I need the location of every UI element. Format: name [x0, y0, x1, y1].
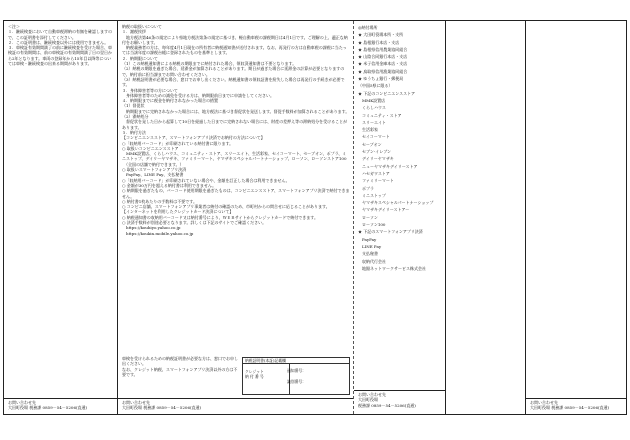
payment-place-item: ★ 大田町役場本所・支所 [358, 32, 404, 38]
contact-info: お問い合わせ先 大田町役場 税務課 0859－54－5206(直通) [4, 398, 117, 414]
contact-info: お問い合わせ先 大田町役場 税務課 0859－54－5206(直通) [118, 398, 353, 414]
certificate-box-title: 納税証明書(本証)記載欄 [243, 358, 349, 364]
payment-place-item: ★ ゆうちょ銀行・郵便局 [358, 76, 404, 82]
blank-column [446, 21, 526, 414]
payment-place-item: スリーエイト [358, 119, 386, 125]
payment-place-item: セーブオン [358, 141, 382, 147]
payment-place-item: 生活彩家 [358, 127, 378, 133]
payment-place-item: ★ 山陰合同銀行本店・支店 [358, 54, 408, 60]
payment-place-item: ハセガワストア [358, 170, 390, 176]
payment-place-item: ★ 下記のコンビニエンスストア [358, 90, 416, 96]
note-2: ２．この証明書は、継続検査以外には使用できません。 [8, 39, 109, 45]
notice-number-label: 通知番号： [287, 368, 306, 373]
payment-place-item: ヤマザキデイリーストアー [358, 207, 410, 213]
certificate-note: 車検を受けられるための納税証明書が必要な方は、窓口でお申し出ください。 なお、クレジット納税、スマートフォンアプリ決済以外の方は不要です。 [122, 356, 238, 377]
payment-place-item: 地銀ネットワークサービス株式会社 [358, 265, 426, 271]
payment-place-item: 収納代行会社 [358, 258, 386, 264]
payment-place-item: ファミリーマート [358, 178, 394, 184]
payment-place-item: ★ 島根県信用農業協同組合 [358, 46, 408, 52]
payment-place-item: MMK設置店 [358, 97, 386, 103]
payment-place-item: PayPay [358, 236, 377, 242]
payment-places-column [354, 21, 446, 414]
payment-places-heading: ◎納付場所 [358, 25, 378, 30]
contact-info: お問い合わせ先 大田町役場 税務課 0859－54－5206(直通) [354, 390, 445, 414]
notes-column [4, 21, 118, 414]
payment-place-item: ★ 島根銀行本店・支店 [358, 39, 400, 45]
credit-payment-number-label: クレジット 納 付 番 号 [243, 364, 290, 394]
payment-place-item: ニューヤマザキデイリーストア [358, 163, 418, 169]
note-1: １．継続検査において自動車税滞納の有無を確認しますので、この証明書を添付してください。 [8, 29, 112, 40]
certificate-box [242, 357, 350, 395]
tax-notice-back-page [3, 20, 627, 415]
payment-place-item: ポプラ [358, 185, 374, 191]
payment-place-item: （中国5県に限る） [358, 83, 393, 89]
payment-place-item: セブン-イレブン [358, 149, 392, 155]
contact-info: お問い合わせ先 大田町役場 税務課 0859－54－5206(直通) [526, 398, 626, 414]
payment-place-item: くらしハウス [358, 105, 386, 111]
payment-place-item: 支払秘書 [358, 251, 378, 257]
payment-place-item: ★ 下記のスマートフォンアプリ決済 [358, 229, 423, 235]
payment-place-item: ミニストップ [358, 192, 386, 198]
notes-heading: ＜注＞ [8, 24, 20, 29]
right-column [526, 21, 626, 414]
payment-place-item: ★ 鳥取県信用漁業協同組合 [358, 68, 408, 74]
note-3: ３．車検証有効期間満了の前に継続検査を受けた場合、車検証の有効期間は、前の車検証の有効期間満了日の翌日から2年となります。車両の登録年から15年目以降等については車検・継続検査の出来る期間があります。 [8, 45, 112, 67]
identification-number-label: 識別番号： [287, 379, 306, 384]
payment-place-item: ローソン [358, 214, 378, 220]
payment-place-item: セイコーマート [358, 134, 390, 140]
payment-place-item: ヤマザキスペシャルパートナーショップ [358, 200, 434, 206]
payment-place-item: ローソン100 [358, 222, 386, 228]
instructions-column [118, 21, 354, 414]
payment-place-item: コミュニティ・ストア [358, 112, 402, 118]
payment-place-item: ★ 米子信用金庫本店・支店 [358, 61, 408, 67]
payment-place-item: LINE Pay [358, 243, 382, 249]
payment-place-item: デイリーヤマザキ [358, 156, 394, 162]
instructions-body: 納税の取扱いについて １．謝税挨拶 地方税法第46条の規定により県地方税法第条の規定に基づき、軽自動車税の課税期日は4月1日です。ご理解の上、適正な納付をお願いします。 納税義務者の方は、毎年度4月1日現在の所有者に納税通知書が送付されます。なお、再発行の方は自動車税の課税に当たっては当該年度の課税台帳に登録されたものを基準とします。 ２．納期限について （1）この納税通知書による納税の期限までに納付された場合、領収済通知書は不要となります。 （2）納税の期限を過ぎた場合、延滞金が加算されることがあります。期日が過ぎた場合に延滞金の計算が必要となりますので、納付前に担当課までお問い合わせください。 （3）納税証明書が必要な場合、窓口でお申し出ください。納税通知書の領収証書を紛失した場合は再発行の手続きが必要です。 ３．身体障害者等の方について 身体障害者等のための減免を受ける方は、納期限前日までに申請をしてください。 ４．納期限までに税金を納付されなかった場合の措置 （1）督促状 納期限までに完納されなかった場合には、地方税法に基づき督促状を発送します。督促手数料が加算されることがあります。 （2）滞納処分 督促状を発した日から起算して10日を経過した日までに完納されない場合には、財産の差押え等の滞納処分を受けることがあります。 ５．納付方法 【コンビニエンスストア、スマートフォンアプリ決済でお納付の方法について】 ○「収納用バーコード」が印刷されている納付書に限ります。 ○ 取扱いコンビニエンスストア MMK設置店、くらしハウス、コミュニティ・ストア、スリーエイト、生活彩家、セイコーマート、セーブオン、ポプラ、ミニストップ、デイリーヤマザキ、ファミリーマート、ヤマザキスペシャルパートナーショップ、ローソン、ローソンストア100 （全国の店舗で納付できます。） ○ 取扱いスマートフォンアプリ決済 PayPay、LINE Pay、支払秘書 ○「収納用バーコード」が印刷されていない場合や、金額を訂正した場合は利用できません。 ○ 金額が30万円を超える納付書は利用できません。 ○ 納期限を過ぎたもの、バーコード使用期限を過ぎたものは、コンビニエンスストア、スマートフォンアプリ決済で納付できません。 ○ 納付書1枚あたりの手数料は不要です。 ○ コンビニ店舗、スマートフォンアプリ事業者は納付の確認のため、市町村からの問合せに応じることがあります。 【インターネットを利用したクレジットカード決済について】 ○ 納税通知書の収納用バーコード又は納付番号により、ＷＥＢサイトからクレジットカードで納付できます。 ○ 決済手数料が別途必要となります。詳しくは下記のサイトでご確認ください。 https://kouhiyo.yahoo.co.jp https://koukin.mobile.yahoo.co.jp [122, 24, 350, 236]
